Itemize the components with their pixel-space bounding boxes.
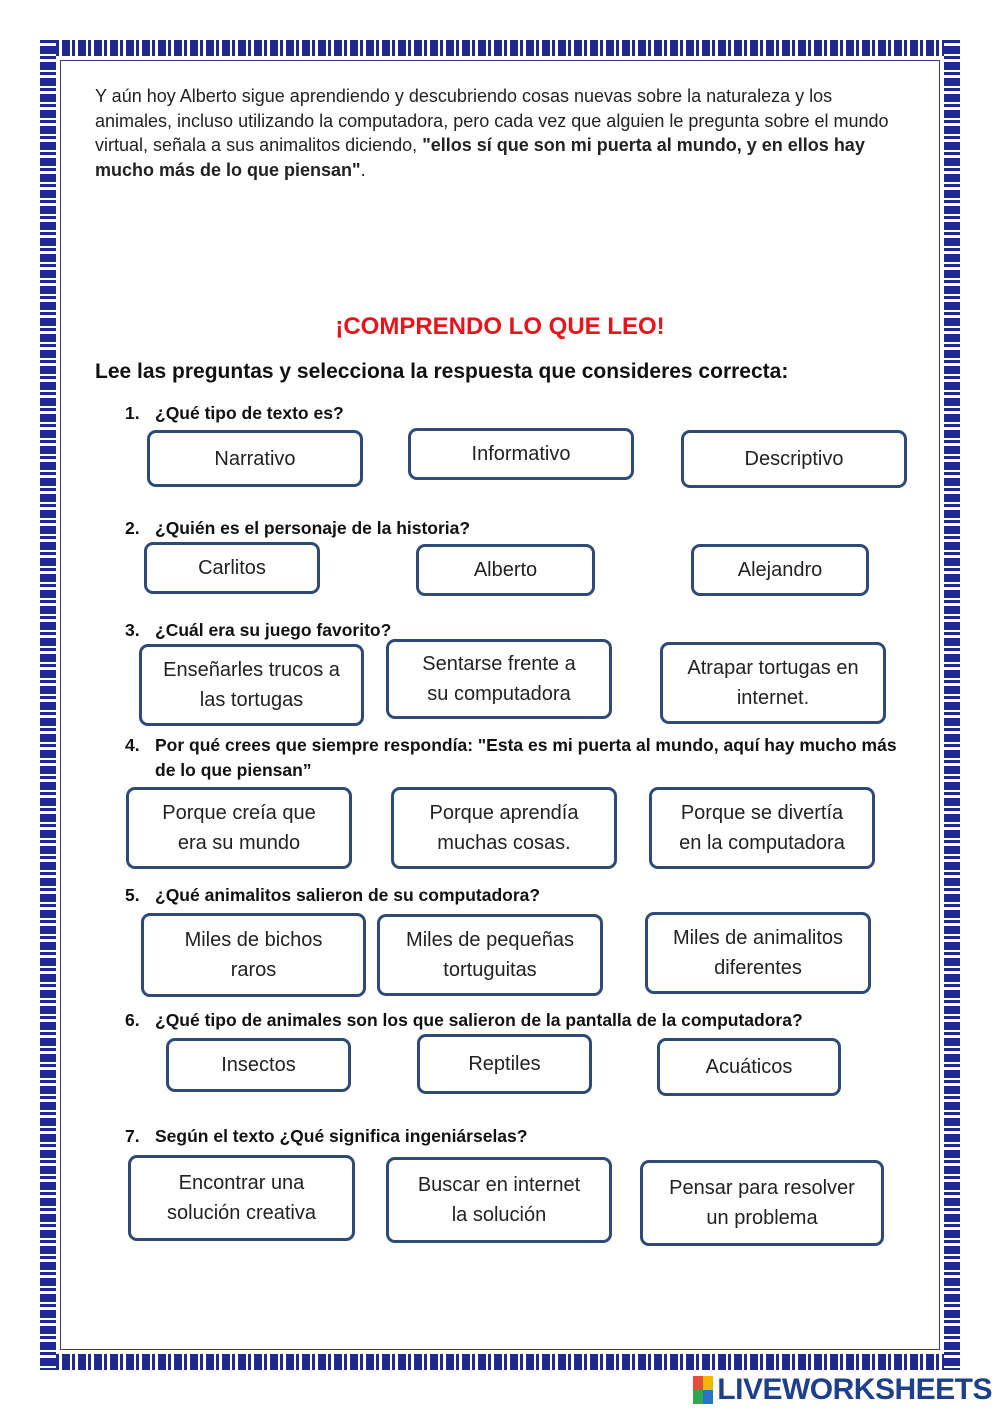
answer-option[interactable]: Narrativo — [147, 430, 363, 487]
question-5 — [125, 883, 540, 908]
answer-option[interactable]: Buscar en internet la solución — [386, 1157, 612, 1243]
answer-option[interactable]: Reptiles — [417, 1034, 592, 1094]
answer-option[interactable]: Alejandro — [691, 544, 869, 596]
liveworksheets-logo-icon — [693, 1376, 713, 1404]
question-3 — [125, 618, 391, 643]
question-number: 5. — [125, 885, 140, 905]
paragraph-quote: "ellos sí que son mi puerta al mundo, y en ellos hay mucho más de lo que piensan" — [95, 135, 865, 180]
answer-option[interactable]: Miles de pequeñas tortuguitas — [377, 914, 603, 996]
question-text: Según el texto ¿Qué significa ingeniárselas? — [155, 1126, 528, 1146]
question-4 — [125, 733, 900, 783]
answer-option[interactable]: Carlitos — [144, 542, 320, 594]
answer-option[interactable]: Sentarse frente a su computadora — [386, 639, 612, 719]
instructions: Lee las preguntas y selecciona la respuesta que consideres correcta: — [95, 360, 789, 383]
question-text: ¿Qué animalitos salieron de su computadora? — [155, 885, 541, 905]
section-title: ¡COMPRENDO LO QUE LEO! — [335, 313, 665, 340]
question-6 — [125, 1008, 803, 1033]
question-number: 6. — [125, 1010, 140, 1030]
question-text: ¿Qué tipo de animales son los que salieron de la pantalla de la computadora? — [155, 1010, 803, 1030]
question-text: ¿Cuál era su juego favorito? — [155, 620, 392, 640]
border-right — [944, 40, 960, 1370]
answer-option[interactable]: Miles de bichos raros — [141, 913, 366, 997]
liveworksheets-logo — [693, 1373, 992, 1407]
border-top — [40, 40, 960, 56]
question-2 — [125, 516, 470, 541]
question-number: 2. — [125, 518, 140, 538]
answer-option[interactable]: Informativo — [408, 428, 634, 480]
question-text: ¿Qué tipo de texto es? — [155, 403, 344, 423]
answer-option[interactable]: Encontrar una solución creativa — [128, 1155, 355, 1241]
question-text: Por qué crees que siempre respondía: "Esta es mi puerta al mundo, aquí hay mucho más de lo que piensan” — [155, 735, 897, 780]
answer-option[interactable]: Porque se divertía en la computadora — [649, 787, 875, 869]
story-paragraph — [95, 84, 895, 182]
answer-option[interactable]: Porque aprendía muchas cosas. — [391, 787, 617, 869]
question-number: 1. — [125, 403, 140, 423]
border-bottom — [40, 1354, 960, 1370]
logo-text: LIVEWORKSHEETS — [717, 1373, 992, 1406]
answer-option[interactable]: Insectos — [166, 1038, 351, 1092]
answer-option[interactable]: Alberto — [416, 544, 595, 596]
answer-option[interactable]: Descriptivo — [681, 430, 907, 488]
answer-option[interactable]: Acuáticos — [657, 1038, 841, 1096]
answer-option[interactable]: Pensar para resolver un problema — [640, 1160, 884, 1246]
paragraph-end: . — [360, 159, 366, 180]
paragraph-text: Y aún hoy Alberto sigue aprendiendo y descubriendo cosas nuevas sobre la naturaleza y los animales, incluso utilizando la computadora, pero cada vez que alguien le pregunta sobre el mundo virtual, señala a sus animalitos diciendo, — [95, 86, 889, 155]
answer-option[interactable]: Atrapar tortugas en internet. — [660, 642, 886, 724]
question-text: ¿Quién es el personaje de la historia? — [155, 518, 471, 538]
answer-option[interactable]: Enseñarles trucos a las tortugas — [139, 644, 364, 726]
question-7 — [125, 1124, 527, 1149]
answer-option[interactable]: Miles de animalitos diferentes — [645, 912, 871, 994]
answer-option[interactable]: Porque creía que era su mundo — [126, 787, 352, 869]
border-left — [40, 40, 56, 1370]
question-1 — [125, 401, 344, 426]
question-number: 3. — [125, 620, 140, 640]
question-number: 7. — [125, 1126, 140, 1146]
question-number: 4. — [125, 735, 140, 755]
